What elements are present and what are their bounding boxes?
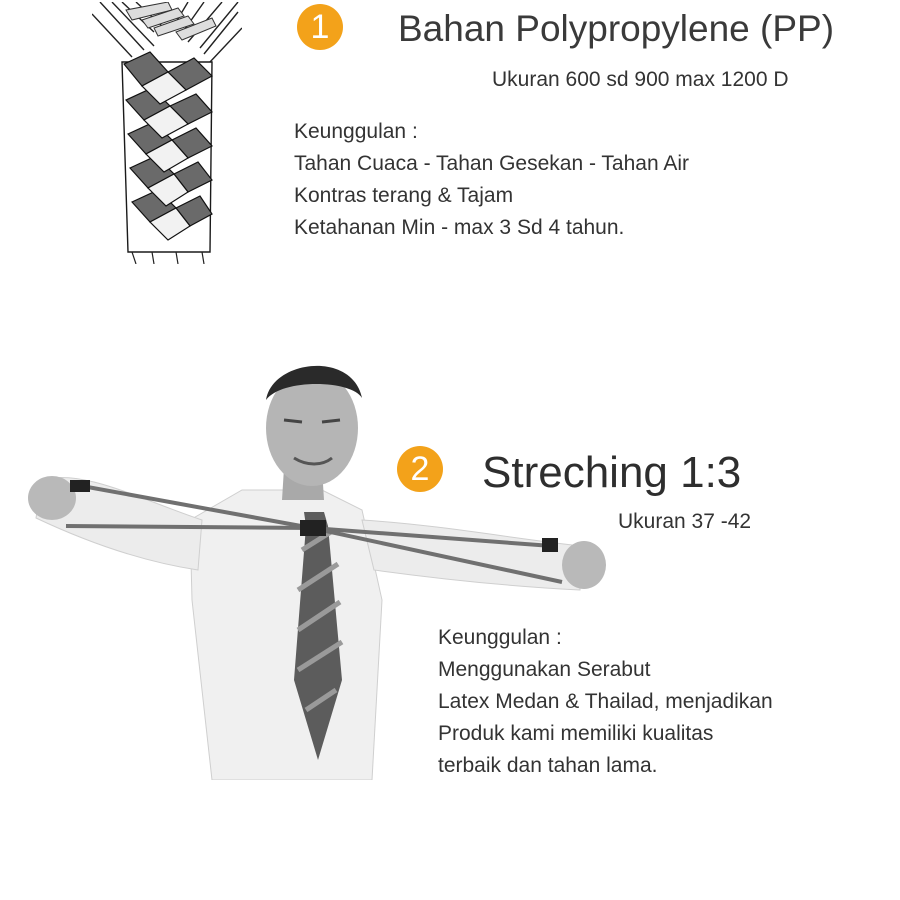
advantage-item: Ketahanan Min - max 3 Sd 4 tahun. [294, 216, 625, 239]
number-badge-2: 2 [397, 446, 443, 492]
advantage-item: Latex Medan & Thailad, menjadikan [438, 690, 773, 713]
advantage-item: Produk kami memiliki kualitas [438, 722, 714, 745]
section2-size: Ukuran 37 -42 [618, 510, 752, 533]
section1-advantages [294, 116, 689, 244]
braided-rope-icon [92, 2, 242, 264]
advantage-item: Menggunakan Serabut [438, 658, 651, 681]
advantage-item: Kontras terang & Tajam [294, 184, 514, 207]
section1-size: Ukuran 600 sd 900 max 1200 D [492, 68, 789, 91]
advantages-heading: Keunggulan : [438, 626, 562, 649]
section2-title: Streching 1:3 [482, 448, 742, 497]
advantage-item: Tahan Cuaca - Tahan Gesekan - Tahan Air [294, 152, 689, 175]
section1-title: Bahan Polypropylene (PP) [398, 8, 835, 49]
number-badge-1: 1 [297, 4, 343, 50]
section2-advantages [438, 622, 773, 782]
advantage-item: terbaik dan tahan lama. [438, 754, 658, 777]
advantages-heading: Keunggulan : [294, 120, 418, 143]
